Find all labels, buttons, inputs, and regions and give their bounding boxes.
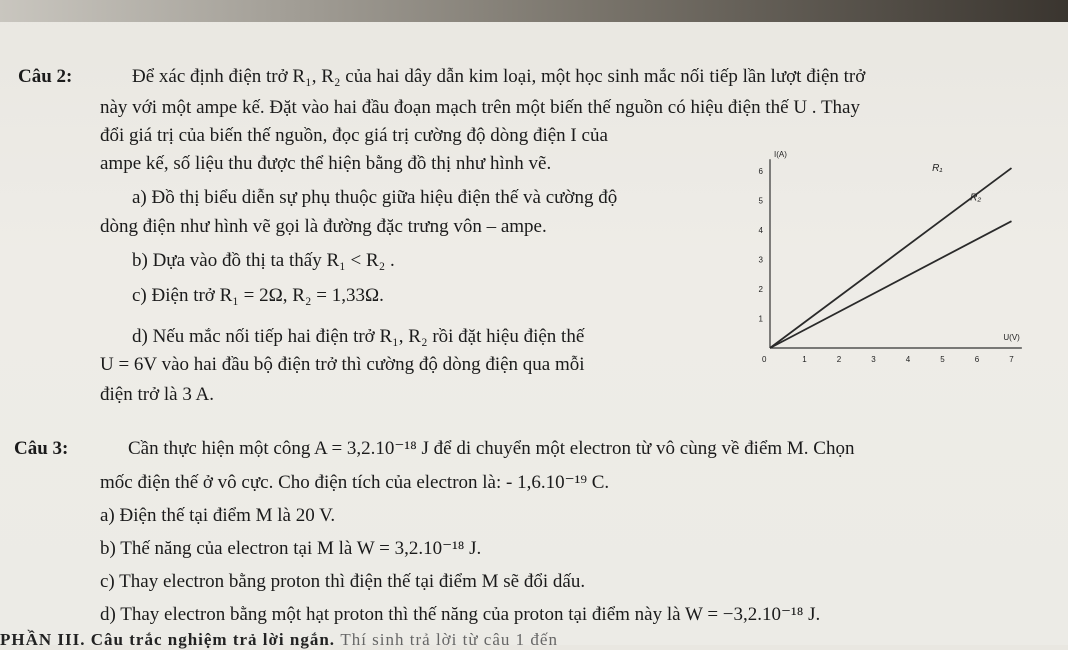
origin-label: 0	[762, 355, 767, 364]
x-tick-label: 2	[836, 355, 842, 364]
q2-option-b: b) Dựa vào đồ thị ta thấy R₁ < R₂ .	[132, 250, 395, 271]
y-tick-label: 3	[758, 255, 763, 265]
q3-option-a: a) Điện thế tại điểm M là 20 V.	[100, 505, 336, 526]
q2-label: Câu 2:	[18, 66, 73, 87]
q3-option-d: d) Thay electron bằng một hạt proton thì thế năng của proton tại điểm này là W = −3,2.10⁻¹⁸ J.	[100, 604, 821, 625]
q3-intro-line-1: Cần thực hiện một công A = 3,2.10⁻¹⁸ J để di chuyển một electron từ vô cùng về điểm M. Chọn	[128, 438, 855, 459]
y-tick-label: 4	[758, 226, 763, 235]
q3-intro-line-2: mốc điện thế ở vô cực. Cho điện tích của electron là: - 1,6.10⁻¹⁹ C.	[100, 472, 610, 493]
q2-option-d-line-3: điện trở là 3 A.	[100, 384, 214, 405]
q2-intro-line-2: này với một ampe kế. Đặt vào hai đầu đoạn mạch trên một biến thế nguồn có hiệu điện thế U . Thay	[100, 97, 860, 118]
footer-tail: Thí sinh trả lời từ câu 1 đến	[340, 630, 558, 649]
x-tick-label: 6	[974, 355, 980, 364]
y-tick-label: 1	[758, 314, 763, 324]
q3-option-b: b) Thế năng của electron tại M là W = 3,2.10⁻¹⁸ J.	[100, 538, 482, 559]
q3-label: Câu 3:	[14, 438, 69, 459]
section-footer	[0, 630, 558, 650]
y-tick-label: 5	[758, 196, 763, 206]
x-tick-label: 1	[802, 355, 807, 364]
q2-option-d-line-1: d) Nếu mắc nối tiếp hai điện trở R₁, R₂ rồi đặt hiệu điện thế	[132, 326, 585, 347]
y-tick-label: 6	[758, 167, 763, 176]
series-line-2	[770, 221, 1012, 348]
x-axis-label: U(V)	[1003, 333, 1020, 342]
y-tick-label: 2	[758, 285, 763, 294]
q2-option-c: c) Điện trở R₁ = 2Ω, R₂ = 1,33Ω.	[132, 285, 384, 306]
r2-line-label: R₂	[970, 192, 982, 204]
q2-option-d-line-2: U = 6V vào hai đầu bộ điện trở thì cường độ dòng điện qua mỗi	[100, 354, 585, 375]
q2-intro-line-4: ampe kế, số liệu thu được thể hiện bằng đồ thị như hình vẽ.	[100, 153, 552, 174]
x-tick-label: 3	[871, 355, 876, 364]
footer-heading: PHẦN III. Câu trắc nghiệm trả lời ngắn.	[0, 630, 336, 649]
y-axis-label: I(A)	[774, 150, 787, 160]
photo-top-edge	[0, 0, 1068, 22]
q2-intro-line-3: đổi giá trị của biến thế nguồn, đọc giá trị cường độ dòng điện I của	[100, 125, 608, 146]
iu-characteristic-graph	[735, 150, 1035, 380]
q2-option-a-line-2: dòng điện như hình vẽ gọi là đường đặc trưng vôn – ampe.	[100, 216, 547, 237]
x-tick-label: 5	[940, 355, 945, 364]
q2-option-a-line-1: a) Đồ thị biểu diễn sự phụ thuộc giữa hiệu điện thế và cường độ	[132, 187, 618, 208]
r1-line-label: R₁	[932, 163, 943, 174]
q3-option-c: c) Thay electron bằng proton thì điện thế tại điểm M sẽ đổi dấu.	[100, 571, 586, 592]
x-tick-label: 4	[905, 355, 911, 364]
q2-intro-line-1: Để xác định điện trở R₁, R₂ của hai dây dẫn kim loại, một học sinh mắc nối tiếp lần lượt điện trở	[132, 66, 866, 87]
x-tick-label: 7	[1009, 355, 1014, 364]
